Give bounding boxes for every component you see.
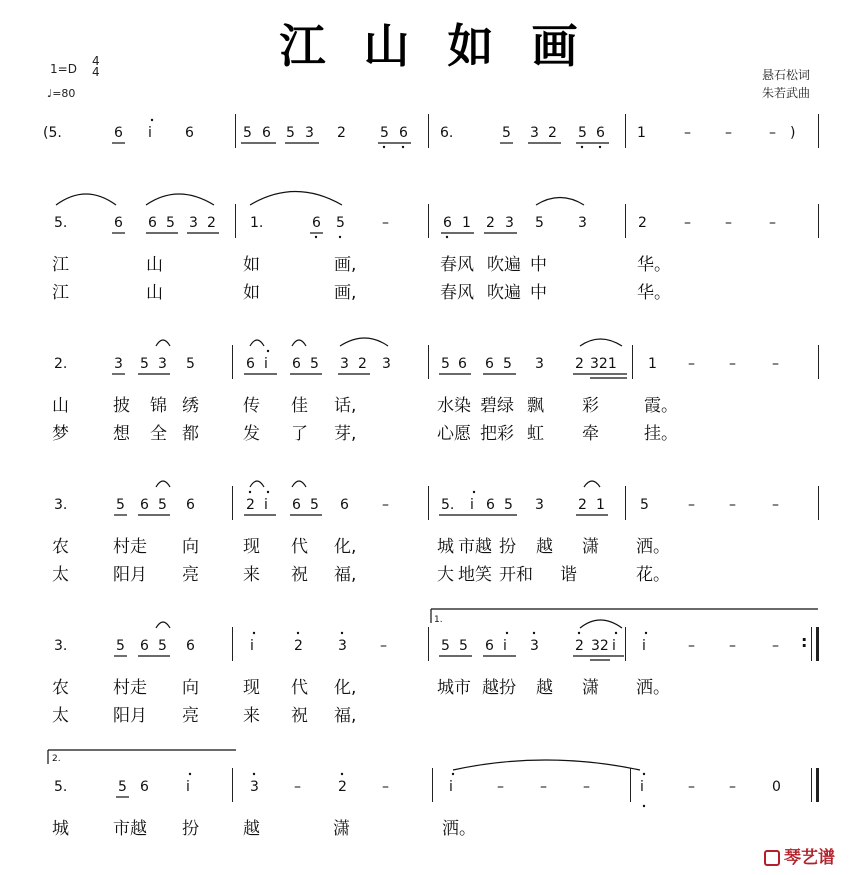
lyric: 挂。: [644, 424, 678, 444]
lyric: 大: [437, 565, 454, 585]
lyric: 牵: [582, 424, 599, 444]
lyric: 碧绿: [480, 396, 514, 416]
lyric: 花。: [636, 565, 670, 585]
note: 5: [158, 638, 167, 654]
lyric: 太: [52, 565, 69, 585]
note: 3: [535, 356, 544, 372]
lyric: 亮: [182, 565, 199, 585]
lyric: 村走: [113, 537, 147, 557]
lyric: 福,: [334, 565, 357, 585]
lyric: 虹: [527, 424, 544, 444]
note: 2: [337, 125, 346, 141]
lyric: 山: [146, 255, 163, 275]
note: –: [772, 497, 779, 513]
barline: [632, 345, 633, 379]
lyric: 话,: [334, 396, 357, 416]
note: 1: [462, 215, 471, 231]
lyric: 城: [437, 537, 454, 557]
lyric: 市越: [113, 819, 147, 839]
key-signature: [50, 62, 77, 76]
note: 3.: [54, 638, 68, 654]
note: –: [382, 779, 389, 795]
note: –: [684, 215, 691, 231]
barline: [428, 345, 429, 379]
note: –: [729, 497, 736, 513]
lyric: 心愿: [437, 424, 471, 444]
note: i: [250, 638, 254, 654]
lyric: 潇: [582, 678, 599, 698]
note: 2: [358, 356, 367, 372]
barline: [625, 204, 626, 238]
note: 1: [596, 497, 605, 513]
lyrics-verse-2: [0, 705, 857, 727]
note: 2: [294, 638, 303, 654]
note: 2: [578, 497, 587, 513]
note: 3: [340, 356, 349, 372]
lyric: 越: [536, 678, 553, 698]
note: 3: [505, 215, 514, 231]
lyric: 披: [113, 396, 130, 416]
note: –: [688, 638, 695, 654]
note: 5: [158, 497, 167, 513]
lyric: 了: [291, 424, 308, 444]
lyric: 越扮: [482, 678, 516, 698]
note: 3: [114, 356, 123, 372]
note: –: [769, 215, 776, 231]
lyric: 绣: [182, 396, 199, 416]
note: –: [294, 779, 301, 795]
lyric: 代: [291, 537, 308, 557]
note: 2: [575, 356, 584, 372]
note: –: [382, 497, 389, 513]
note: 3: [189, 215, 198, 231]
note: 6: [312, 215, 321, 231]
barline: [625, 114, 626, 148]
lyrics-verse-1: [0, 677, 857, 699]
note: 5: [504, 497, 513, 513]
note: i: [148, 125, 152, 141]
note: –: [583, 779, 590, 795]
note: –: [725, 215, 732, 231]
song-title: 江山如画: [279, 19, 616, 73]
barline: [811, 768, 812, 802]
note: 5: [535, 215, 544, 231]
notes-row: [0, 632, 857, 667]
lyrics-verse-1: [0, 818, 857, 840]
note: 6: [399, 125, 408, 141]
barline: [232, 627, 233, 661]
lyric: 潇: [582, 537, 599, 557]
note: 6: [485, 638, 494, 654]
note: 5: [441, 356, 450, 372]
note: –: [382, 215, 389, 231]
note: 3: [305, 125, 314, 141]
note: 6: [596, 125, 605, 141]
lyric: 华。: [637, 255, 671, 275]
lyric: 春风: [440, 255, 474, 275]
lyric: 彩: [582, 396, 599, 416]
watermark-logo: [764, 843, 835, 868]
note: –: [684, 125, 691, 141]
note: –: [688, 497, 695, 513]
lyrics-verse-1: [0, 395, 857, 417]
note: 2: [638, 215, 647, 231]
lyric: 佳: [291, 396, 308, 416]
barline: [818, 114, 819, 148]
note: 0: [772, 779, 781, 795]
lyric: 江: [52, 283, 69, 303]
note: 6: [340, 497, 349, 513]
lyric: 阳月: [113, 565, 147, 585]
note: –: [729, 356, 736, 372]
lyric: 化,: [334, 678, 357, 698]
note: 5: [380, 125, 389, 141]
note: 5: [243, 125, 252, 141]
barline: [235, 114, 236, 148]
lyric: 向: [182, 678, 199, 698]
barline: [818, 486, 819, 520]
lyric: 江: [52, 255, 69, 275]
note: 5: [578, 125, 587, 141]
note: 6: [114, 215, 123, 231]
watermark-text: 琴艺谱: [784, 848, 835, 868]
note: i: [642, 638, 646, 654]
lyric: 山: [146, 283, 163, 303]
lyric: 吹遍: [487, 255, 521, 275]
repeat-dots: :: [801, 632, 808, 651]
note: 3: [535, 497, 544, 513]
lyric: 山: [52, 396, 69, 416]
barline: [818, 204, 819, 238]
note: 6: [186, 497, 195, 513]
tempo-mark: ♩=80: [47, 87, 76, 100]
note: –: [688, 356, 695, 372]
note: 5.: [441, 497, 455, 513]
note: 3.: [54, 497, 68, 513]
lyric: 飘: [527, 396, 544, 416]
lyric: 画,: [334, 283, 357, 303]
note: –: [688, 779, 695, 795]
lyric: 洒。: [442, 819, 476, 839]
barline: [428, 114, 429, 148]
note: i: [640, 779, 644, 795]
note: 2: [548, 125, 557, 141]
notes-row: [0, 124, 857, 154]
note: (5.: [43, 125, 62, 141]
barline: [232, 345, 233, 379]
lyrics-verse-2: [0, 423, 857, 445]
note: 2: [246, 497, 255, 513]
barline: [630, 768, 631, 802]
note: –: [772, 356, 779, 372]
barline: [428, 486, 429, 520]
note: 1: [637, 125, 646, 141]
note: 3: [578, 215, 587, 231]
note: 5.: [54, 215, 68, 231]
barline: [235, 204, 236, 238]
lyric: 中: [530, 255, 547, 275]
note: 2: [575, 638, 584, 654]
note: 6: [458, 356, 467, 372]
note: –: [725, 125, 732, 141]
lyric: 谐: [560, 565, 577, 585]
lyric: 霞。: [644, 396, 678, 416]
note: 5: [502, 125, 511, 141]
lyric: 洒。: [636, 678, 670, 698]
note: 3: [382, 356, 391, 372]
note: 6: [140, 779, 149, 795]
lyrics-verse-2: [0, 282, 857, 304]
note: i: [503, 638, 507, 654]
lyric: 把彩: [480, 424, 514, 444]
lyric: 中: [530, 283, 547, 303]
lyric: 村走: [113, 678, 147, 698]
lyric: 画,: [334, 255, 357, 275]
lyric: 华。: [637, 283, 671, 303]
note: –: [540, 779, 547, 795]
lyric: 越: [243, 819, 260, 839]
lyric: 如: [243, 283, 260, 303]
lyrics-verse-1: [0, 254, 857, 276]
note: –: [772, 638, 779, 654]
note: 3: [338, 638, 347, 654]
note: 5: [118, 779, 127, 795]
note: 5: [310, 356, 319, 372]
system-4: [0, 496, 857, 596]
note: i: [612, 638, 616, 654]
lyrics-verse-1: [0, 536, 857, 558]
barline: [811, 627, 812, 661]
note: 6: [485, 356, 494, 372]
lyric: 吹遍: [487, 283, 521, 303]
lyric: 全: [150, 424, 167, 444]
lyric: 现: [243, 678, 260, 698]
note: 6.: [440, 125, 454, 141]
barline: [232, 768, 233, 802]
lyric: 传: [243, 396, 260, 416]
note: i: [264, 356, 268, 372]
lyric: 现: [243, 537, 260, 557]
note: –: [729, 779, 736, 795]
barline: [818, 345, 819, 379]
lyric: 农: [52, 537, 69, 557]
note: 6: [186, 638, 195, 654]
lyric: 向: [182, 537, 199, 557]
note: 5.: [54, 779, 68, 795]
note: i: [186, 779, 190, 795]
note: 3: [158, 356, 167, 372]
lyric: 春风: [440, 283, 474, 303]
lyric: 水染: [437, 396, 471, 416]
lyric: 城: [52, 819, 69, 839]
notes-row: [0, 778, 857, 808]
note: 3: [530, 125, 539, 141]
notes-row: [0, 355, 857, 385]
lyric: 越: [536, 537, 553, 557]
note: –: [729, 638, 736, 654]
note: 6: [292, 497, 301, 513]
lyric: 代: [291, 678, 308, 698]
note: ): [790, 125, 796, 141]
time-sig-bottom: 4: [92, 65, 100, 79]
lyric: 化,: [334, 537, 357, 557]
lyric: 发: [243, 424, 260, 444]
volta-label: 2.: [52, 754, 61, 764]
note: 5: [640, 497, 649, 513]
note: 5: [286, 125, 295, 141]
note: 3: [530, 638, 539, 654]
note: –: [769, 125, 776, 141]
volta-label: 1.: [434, 615, 443, 625]
note: 6: [140, 497, 149, 513]
lyric: 地笑: [458, 565, 492, 585]
note: 6: [443, 215, 452, 231]
note: 2: [207, 215, 216, 231]
notes-row: [0, 496, 857, 526]
note: 5: [441, 638, 450, 654]
note: 2.: [54, 356, 68, 372]
barline: [625, 486, 626, 520]
lyric: 太: [52, 706, 69, 726]
logo-icon: [764, 850, 780, 866]
lyric: 开和: [499, 565, 533, 585]
lyric: 来: [243, 706, 260, 726]
lyric: 祝: [291, 565, 308, 585]
lyric: 农: [52, 678, 69, 698]
lyric: 梦: [52, 424, 69, 444]
system-3: [0, 355, 857, 455]
note: 6: [114, 125, 123, 141]
note: 5: [503, 356, 512, 372]
time-signature: [92, 56, 100, 78]
note: –: [497, 779, 504, 795]
note: 5: [186, 356, 195, 372]
system-6: [0, 754, 857, 875]
note: 2: [486, 215, 495, 231]
lyric: 潇: [333, 819, 350, 839]
lyric: 阳月: [113, 706, 147, 726]
note: 6: [262, 125, 271, 141]
system-2: [0, 214, 857, 314]
note: i: [449, 779, 453, 795]
final-barline: [816, 768, 819, 802]
lyric: 市越: [458, 537, 492, 557]
note: –: [380, 638, 387, 654]
note: 321: [590, 356, 617, 372]
lyric: 来: [243, 565, 260, 585]
note: 5: [336, 215, 345, 231]
note: 6: [246, 356, 255, 372]
composer-credit: 朱若武曲: [762, 86, 811, 100]
note: 5: [140, 356, 149, 372]
lyric: 扮: [182, 819, 199, 839]
barline: [232, 486, 233, 520]
note: 5: [166, 215, 175, 231]
lyric: 锦: [150, 396, 167, 416]
lyric: 城市: [437, 678, 471, 698]
notes-row: [0, 214, 857, 244]
note: 6: [185, 125, 194, 141]
note: 5: [459, 638, 468, 654]
note: i: [470, 497, 474, 513]
lyric: 祝: [291, 706, 308, 726]
barline: [428, 627, 429, 661]
note: 6: [140, 638, 149, 654]
lyricist-credit: 悬石松词: [762, 68, 811, 82]
lyric: 想: [113, 424, 130, 444]
lyric: 福,: [334, 706, 357, 726]
note: 5: [116, 638, 125, 654]
note: 6: [486, 497, 495, 513]
note: 6: [292, 356, 301, 372]
barline: [625, 627, 626, 661]
time-sig-top: 4: [92, 54, 100, 68]
key-text: 1=D: [50, 62, 77, 76]
note: 6: [148, 215, 157, 231]
system-5: [0, 615, 857, 737]
lyric: 都: [182, 424, 199, 444]
lyrics-verse-2: [0, 564, 857, 586]
lyric: 亮: [182, 706, 199, 726]
note: 3: [250, 779, 259, 795]
barline: [432, 768, 433, 802]
note: 32: [591, 638, 609, 654]
lyric: 扮: [499, 537, 516, 557]
note: 1.: [250, 215, 264, 231]
lyric: 如: [243, 255, 260, 275]
lyric: 洒。: [636, 537, 670, 557]
lyric: 芽,: [334, 424, 357, 444]
note: 1: [648, 356, 657, 372]
note: i: [264, 497, 268, 513]
note: 5: [310, 497, 319, 513]
repeat-end-barline: [816, 627, 819, 661]
barline: [428, 204, 429, 238]
note: 2: [338, 779, 347, 795]
note: 5: [116, 497, 125, 513]
